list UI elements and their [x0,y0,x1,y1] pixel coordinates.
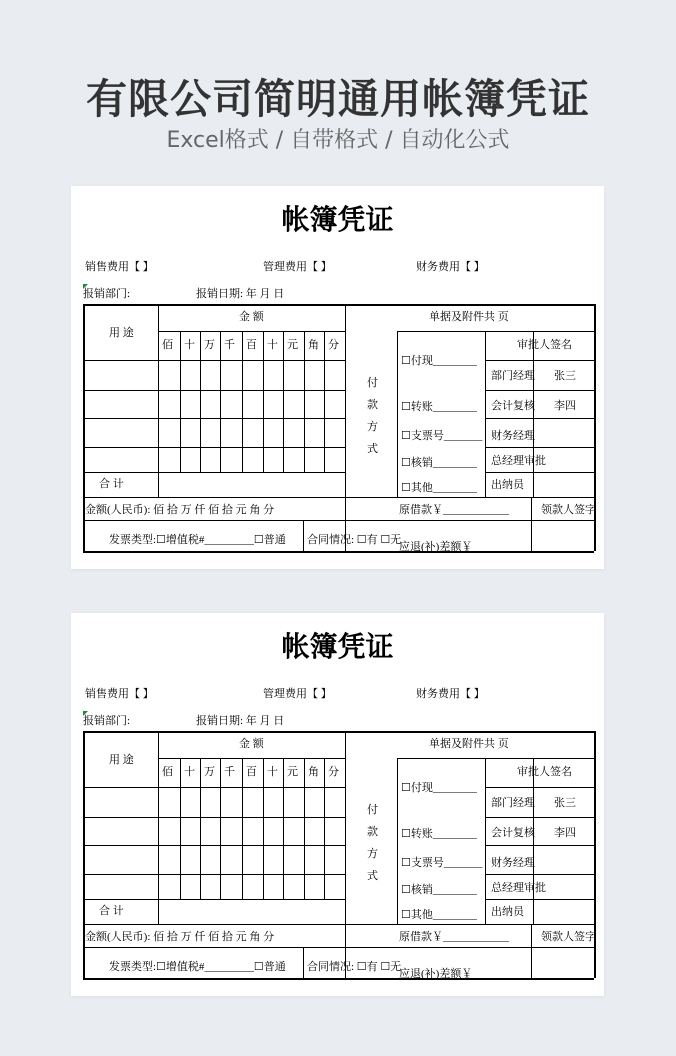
table-line [531,924,532,978]
digit-header: 元 [287,766,298,778]
table-line [485,472,594,473]
payment-option: ☐付现________ [401,355,477,367]
table-line [263,758,264,899]
table-line [303,520,304,551]
table-line [303,947,304,978]
date-label: 报销日期: 年 月 日 [196,288,285,300]
table-line [397,331,594,332]
approval-role: 财务经理 [491,857,535,869]
payment-method-label: 款 [367,399,378,411]
refund-difference-label: 应退(补)差额￥__________ [399,968,528,980]
payment-method-label: 付 [367,377,378,389]
invoice-type-label: 发票类型:☐增值税#_________☐普通 [109,961,286,973]
approver-signature-header: 审批人签名 [517,766,572,778]
contract-status-label: 合同情况: ☐有 ☐无 [307,534,402,546]
approver-signature-header: 审批人签名 [517,339,572,351]
table-line [345,731,346,978]
table-line [83,304,594,306]
contract-status-label: 合同情况: ☐有 ☐无 [307,961,402,973]
table-line [485,845,594,846]
table-line [158,331,345,332]
date-label: 报销日期: 年 月 日 [196,715,285,727]
table-line [485,447,594,448]
table-line [531,497,532,551]
table-line [485,874,594,875]
original-loan-label: 原借款￥____________ [399,931,509,943]
page-subtitle: Excel格式 / 自带格式 / 自动化公式 [166,128,510,153]
voucher-sheet [71,186,604,569]
table-line [485,390,594,391]
table-line [83,947,345,948]
approval-role: 会计复核 [491,400,535,412]
table-line [397,758,398,924]
table-line [485,899,594,900]
digit-header: 十 [267,339,278,351]
digit-header: 角 [308,339,319,351]
table-line [485,787,594,788]
digit-header: 佰 [162,766,173,778]
table-line [345,520,594,521]
digit-header: 千 [224,339,235,351]
digit-header: 十 [184,766,195,778]
approver-name: 李四 [554,827,576,839]
original-loan-label: 原借款￥____________ [399,504,509,516]
sales-fee-label: 销售费用【 】 [85,688,154,700]
page-title: 有限公司简明通用帐簿凭证 [86,75,590,123]
approval-role: 财务经理 [491,430,535,442]
table-line [158,731,159,924]
digit-header: 分 [328,766,339,778]
table-line [485,418,594,419]
voucher-title: 帐簿凭证 [281,632,394,663]
receiver-signature-label: 领款人签字 [541,931,596,943]
total-label: 合 计 [99,905,124,917]
payment-option: ☐其他________ [401,909,477,921]
table-line [397,758,594,759]
payment-option: ☐支票号_______ [401,430,483,442]
table-line [283,331,284,472]
table-line [485,817,594,818]
table-line [83,520,345,521]
table-line [397,331,398,497]
digit-header: 千 [224,766,235,778]
table-line [324,758,325,899]
amount-rmb-label: 金额(人民币): 佰 拾 万 仟 佰 拾 元 角 分 [85,931,275,943]
table-line [83,899,345,900]
table-line [83,390,345,391]
payment-option: ☐支票号_______ [401,857,483,869]
table-line [83,924,594,925]
digit-header: 十 [184,339,195,351]
table-line [83,874,345,875]
digit-header: 万 [204,766,215,778]
table-line [220,758,221,899]
receiver-signature-label: 领款人签字 [541,504,596,516]
payment-option: ☐核销________ [401,457,477,469]
table-line [345,947,594,948]
approval-role: 总经理审批 [491,455,546,467]
table-line [83,360,345,361]
table-line [200,758,201,899]
amount-rmb-label: 金额(人民币): 佰 拾 万 仟 佰 拾 元 角 分 [85,504,275,516]
payment-option: ☐其他________ [401,482,477,494]
approval-role: 出纳员 [491,479,524,491]
table-line [242,758,243,899]
digit-header: 十 [267,766,278,778]
payment-option: ☐转账________ [401,828,477,840]
table-line [158,758,345,759]
approval-role: 部门经理 [491,370,535,382]
table-line [180,758,181,899]
table-line [83,497,594,498]
table-line [485,360,594,361]
approver-name: 李四 [554,400,576,412]
approver-name: 张三 [554,370,576,382]
table-line [283,758,284,899]
payment-method-label: 方 [367,848,378,860]
approval-role: 部门经理 [491,797,535,809]
approver-name: 张三 [554,797,576,809]
refund-difference-label: 应退(补)差额￥__________ [399,541,528,553]
invoice-type-label: 发票类型:☐增值税#_________☐普通 [109,534,286,546]
payment-method-label: 式 [367,870,378,882]
table-line [263,331,264,472]
table-line [83,731,594,733]
payment-method-label: 方 [367,421,378,433]
table-line [83,845,345,846]
attachments-label: 单据及附件共 页 [429,311,509,323]
digit-header: 佰 [162,339,173,351]
digit-header: 分 [328,339,339,351]
table-line [83,787,345,788]
department-label: 报销部门: [83,288,131,300]
voucher-title: 帐簿凭证 [281,205,394,236]
use-header: 用 途 [109,754,134,766]
digit-header: 百 [246,766,257,778]
management-fee-label: 管理费用【 】 [263,261,332,273]
payment-method-label: 式 [367,443,378,455]
table-line [220,331,221,472]
management-fee-label: 管理费用【 】 [263,688,332,700]
total-label: 合 计 [99,478,124,490]
digit-header: 百 [246,339,257,351]
digit-header: 元 [287,339,298,351]
table-line [304,331,305,472]
approval-role: 总经理审批 [491,882,546,894]
table-line [83,447,345,448]
table-line [158,304,159,497]
amount-header: 金 额 [239,311,264,323]
approval-role: 出纳员 [491,906,524,918]
table-line [83,418,345,419]
amount-header: 金 额 [239,738,264,750]
table-line [324,331,325,472]
department-label: 报销部门: [83,715,131,727]
digit-header: 角 [308,766,319,778]
digit-header: 万 [204,339,215,351]
approval-role: 会计复核 [491,827,535,839]
attachments-label: 单据及附件共 页 [429,738,509,750]
table-line [242,331,243,472]
use-header: 用 途 [109,327,134,339]
payment-option: ☐转账________ [401,401,477,413]
finance-fee-label: 财务费用【 】 [416,688,485,700]
payment-method-label: 款 [367,826,378,838]
table-line [83,472,345,473]
finance-fee-label: 财务费用【 】 [416,261,485,273]
table-line [200,331,201,472]
table-line [345,304,346,551]
payment-option: ☐付现________ [401,782,477,794]
table-line [304,758,305,899]
payment-method-label: 付 [367,804,378,816]
sales-fee-label: 销售费用【 】 [85,261,154,273]
table-line [83,817,345,818]
voucher-sheet [71,613,604,996]
table-line [180,331,181,472]
payment-option: ☐核销________ [401,884,477,896]
